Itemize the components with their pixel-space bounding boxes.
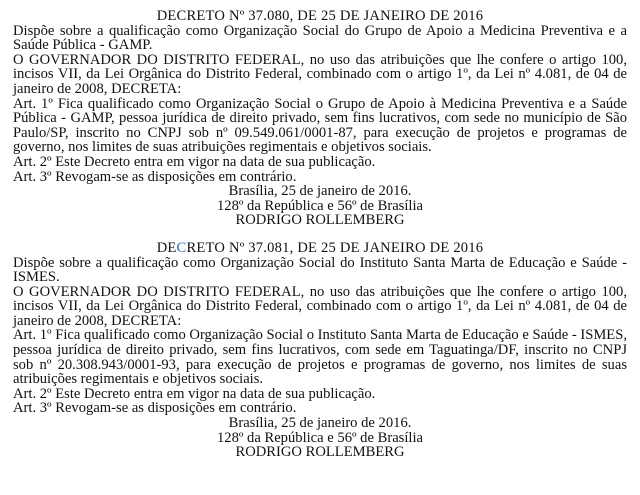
decree-title	[13, 241, 627, 256]
decree-article-1: Art. 1º Fica qualificado como Organização Social o Instituto Santa Marta de Educação e Saúde - ISMES, pessoa jurídica de direito privado, sem fins lucrativos, com sede em Taguatinga/DF, inscrito no CNPJ sob nº 20.308.943/0001-93, para execução de projetos e programas de governo, nos limites de suas atribuições regimentais e objetivos sociais.	[13, 327, 627, 388]
decree-title-start: DE	[156, 239, 177, 256]
decree-signature: RODRIGO ROLLEMBERG	[235, 444, 405, 461]
decree-title: DECRETO Nº 37.080, DE 25 DE JANEIRO DE 2016	[156, 8, 484, 24]
decree-title-highlighted-letter: C	[176, 239, 187, 256]
decree-preamble: O GOVERNADOR DO DISTRITO FEDERAL, no uso das atribuições que lhe confere o artigo 100, incisos VII, da Lei Orgânica do Distrito Federal, combinado com o artigo 1º, da Lei nº 4.081, de 04 de janeiro de 2008, DECRETA:	[13, 51, 627, 97]
decree-place-date: Brasília, 25 de janeiro de 2016.	[228, 415, 412, 432]
decree-years: 128º da República e 56º de Brasília	[216, 197, 423, 214]
decree-signature: RODRIGO ROLLEMBERG	[235, 212, 405, 229]
decree-years: 128º da República e 56º de Brasília	[216, 429, 423, 446]
decree-article-1: Art. 1º Fica qualificado como Organização Social o Grupo de Apoio à Medicina Preventiva e a Saúde Pública - GAMP, pessoa jurídica de direito privado, sem fins lucrativos, com sede no município de São Paulo/SP, inscrito no CNPJ sob nº 09.549.061/0001-87, para execução de projetos e programas de governo, nos limites de suas atribuições regimentais e objetivos sociais.	[13, 95, 627, 156]
decree-article-2: Art. 2º Este Decreto entra em vigor na data de sua publicação.	[13, 153, 376, 170]
decree-place-date: Brasília, 25 de janeiro de 2016.	[228, 183, 412, 200]
decree-37080	[13, 9, 627, 228]
decree-ementa: Dispõe sobre a qualificação como Organização Social do Instituto Santa Marta de Educação e Saúde - ISMES.	[13, 254, 627, 286]
decree-article-3: Art. 3º Revogam-se as disposições em contrário.	[13, 400, 297, 417]
decree-preamble: O GOVERNADOR DO DISTRITO FEDERAL, no uso das atribuições que lhe confere o artigo 100, incisos VII, da Lei Orgânica do Distrito Federal, combinado com o artigo 1º, da Lei nº 4.081, de 04 de janeiro de 2008, DECRETA:	[13, 283, 627, 329]
decree-title-rest: RETO Nº 37.081, DE 25 DE JANEIRO DE 2016	[186, 239, 484, 256]
decree-article-3: Art. 3º Revogam-se as disposições em contrário.	[13, 168, 297, 185]
decree-37081	[13, 241, 627, 460]
decree-article-2: Art. 2º Este Decreto entra em vigor na data de sua publicação.	[13, 385, 376, 402]
decree-ementa: Dispõe sobre a qualificação como Organização Social do Grupo de Apoio a Medicina Preventiva e a Saúde Pública - GAMP.	[13, 22, 627, 54]
